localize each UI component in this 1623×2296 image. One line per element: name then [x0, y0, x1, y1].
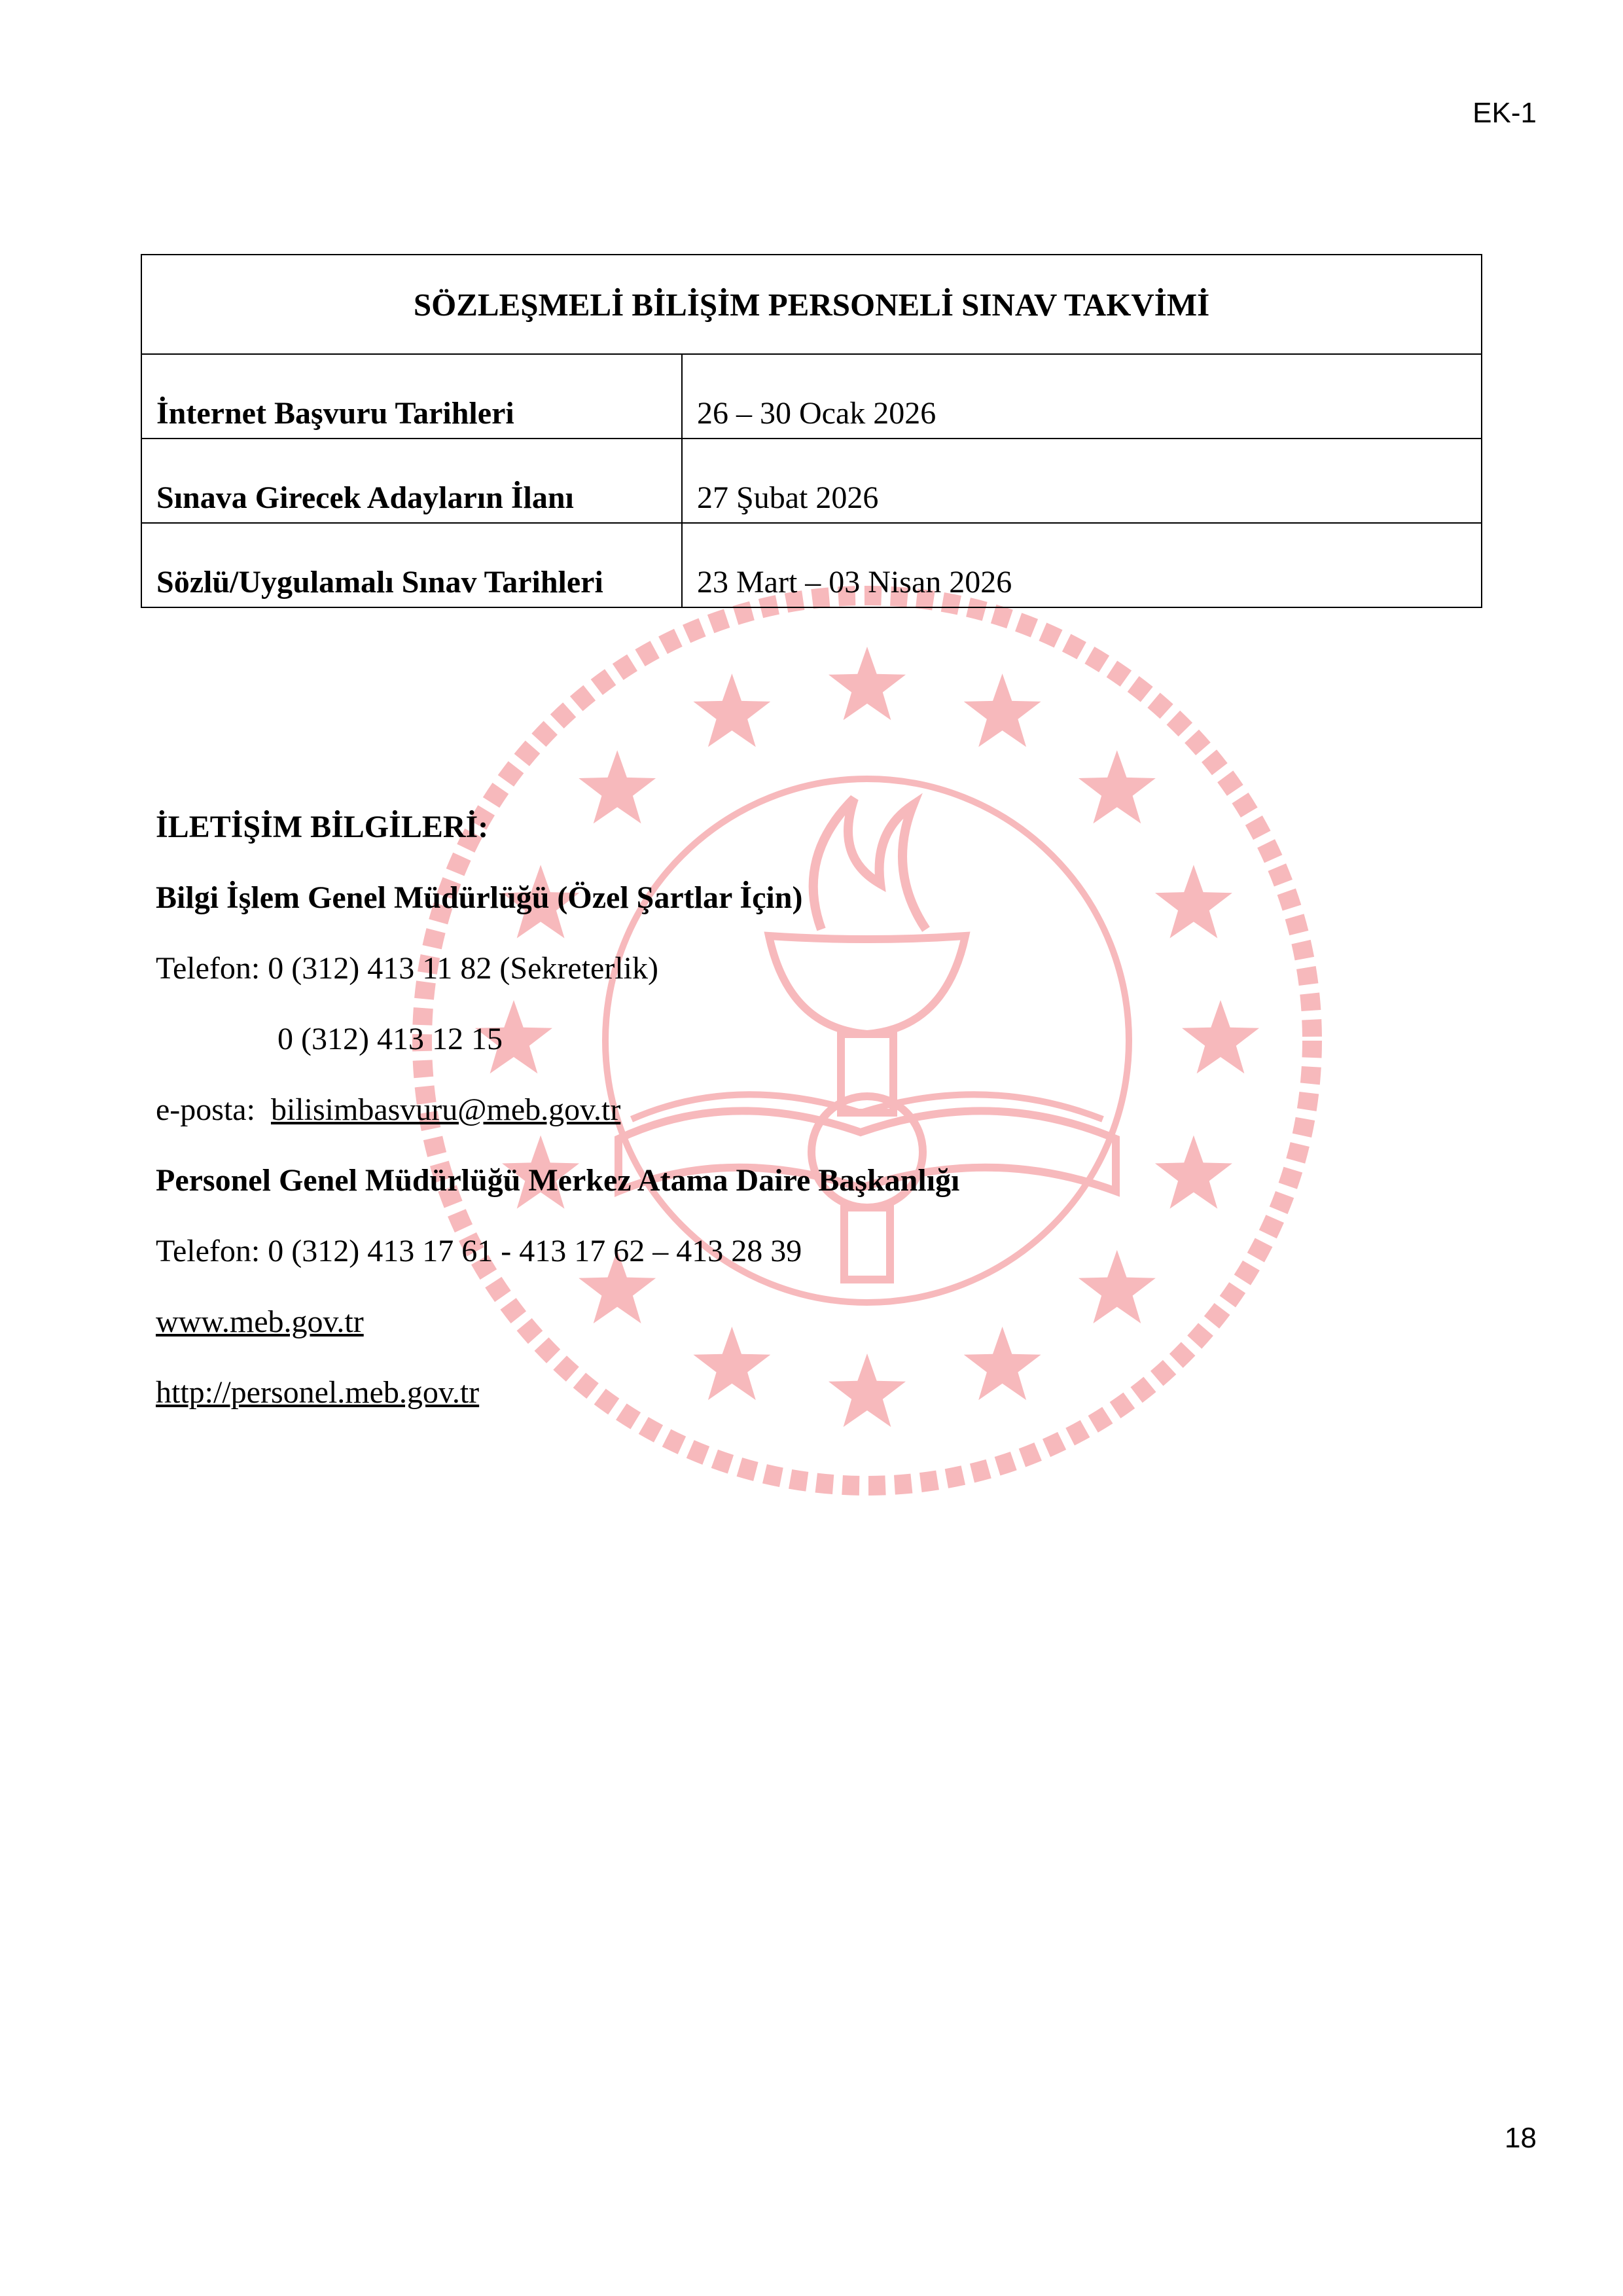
- page-number: 18: [1505, 2122, 1537, 2154]
- table-row: [141, 354, 1482, 439]
- bim-phone-2: 0 (312) 413 12 15: [277, 1022, 503, 1056]
- schedule-title: SÖZLEŞMELİ BİLİŞİM PERSONELİ SINAV TAKVİMİ: [141, 255, 1482, 354]
- row-label: İnternet Başvuru Tarihleri: [141, 354, 682, 439]
- pgm-phone-line: [156, 1216, 959, 1287]
- star-icon: [1155, 1136, 1232, 1209]
- contact-heading: İLETİŞİM BİLGİLERİ:: [156, 810, 489, 844]
- page-label: EK-1: [1472, 97, 1537, 129]
- star-icon: [1079, 750, 1156, 823]
- exam-schedule-table: [141, 254, 1482, 608]
- row-label: Sınava Girecek Adayların İlanı: [141, 439, 682, 523]
- pgm-name: Personel Genel Müdürlüğü Merkez Atama Daire Başkanlığı: [156, 1163, 960, 1198]
- star-icon: [693, 673, 770, 747]
- star-icon: [964, 673, 1041, 747]
- star-icon: [1182, 1000, 1259, 1073]
- row-label: Sözlü/Uygulamalı Sınav Tarihleri: [141, 523, 682, 607]
- bim-email-line: [156, 1075, 959, 1145]
- star-icon: [1079, 1250, 1156, 1323]
- bim-phone-line: [156, 933, 959, 1004]
- pgm-phones: 0 (312) 413 17 61 - 413 17 62 – 413 28 39: [268, 1234, 802, 1268]
- bim-name: Bilgi İşlem Genel Müdürlüğü (Özel Şartlar İçin): [156, 880, 803, 915]
- bim-phone-1: 0 (312) 413 11 82 (Sekreterlik): [268, 951, 658, 986]
- contact-section: [156, 792, 959, 1428]
- table-row: [141, 523, 1482, 607]
- meb-website-link[interactable]: www.meb.gov.tr: [156, 1304, 364, 1339]
- table-row: [141, 439, 1482, 523]
- email-link[interactable]: bilisimbasvuru@meb.gov.tr: [270, 1092, 621, 1127]
- row-value: 27 Şubat 2026: [682, 439, 1482, 523]
- email-label: e-posta:: [156, 1092, 255, 1127]
- row-value: 23 Mart – 03 Nisan 2026: [682, 523, 1482, 607]
- phone-label: Telefon:: [156, 951, 260, 986]
- star-icon: [1155, 865, 1232, 938]
- star-icon: [964, 1327, 1041, 1400]
- row-value: 26 – 30 Ocak 2026: [682, 354, 1482, 439]
- star-icon: [829, 647, 906, 720]
- personel-website-link[interactable]: http://personel.meb.gov.tr: [156, 1375, 480, 1410]
- phone-label: Telefon:: [156, 1234, 260, 1268]
